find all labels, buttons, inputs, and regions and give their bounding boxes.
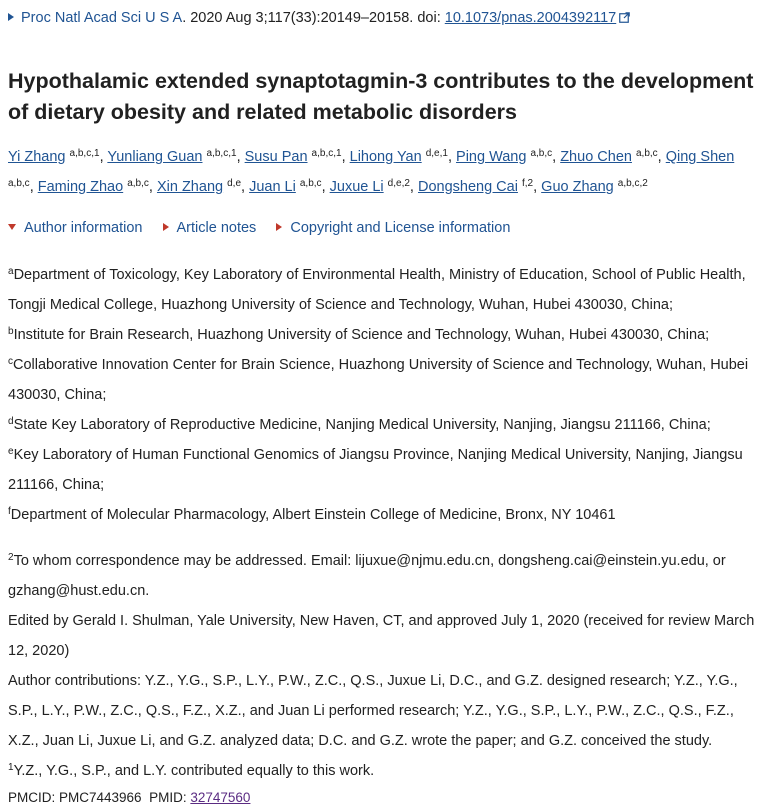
author-link[interactable]: Xin Zhang (156, 179, 224, 195)
affiliation-text: Department of Toxicology, Key Laboratory of Environmental Health, Ministry of Education, School of Public Health, Tongji Medical College, Huazhong University of Science and Technology, Wuhan, Hubei 430030, China; (8, 267, 746, 313)
author-link[interactable]: Yi Zhang (8, 149, 66, 165)
author-link[interactable]: Lihong Yan (349, 149, 422, 165)
copyright-toggle[interactable] (276, 220, 510, 236)
article-notes-label: Article notes (176, 220, 257, 236)
copyright-label: Copyright and License information (290, 220, 511, 236)
author-link[interactable]: Yunliang Guan (107, 149, 203, 165)
author-affiliation-sup: a,b,c (127, 178, 149, 189)
author-link[interactable]: Qing Shen (665, 149, 735, 165)
author-affiliation-sup: a,b,c,1 (311, 148, 342, 159)
doi-link[interactable]: 10.1073/pnas.2004392117 (444, 10, 617, 26)
author-link[interactable]: Susu Pan (244, 149, 308, 165)
author-information-label: Author information (24, 220, 143, 236)
author-affiliation-sup: a,b,c,2 (617, 178, 648, 189)
author-affiliation-sup: a,b,c (299, 178, 322, 189)
affiliation-text: State Key Laboratory of Reproductive Medicine, Nanjing Medical University, Nanjing, Jiangsu 211166, China; (13, 417, 711, 433)
author-affiliation-sup: a,b,c (635, 148, 658, 159)
edited-by-note: Edited by Gerald I. Shulman, Yale University, New Haven, CT, and approved July 1, 2020 (received for review March 12, 2020) (8, 613, 755, 659)
caret-right-icon (276, 223, 282, 231)
pmid-link[interactable]: 32747560 (190, 790, 251, 805)
equal-contribution-note (8, 756, 760, 786)
correspondence-text: To whom correspondence may be addressed. Email: lijuxue@njmu.edu.cn, dongsheng.cai@einstein.yu.edu, or gzhang@hust.edu.cn. (8, 553, 726, 599)
author-link[interactable]: Faming Zhao (37, 179, 124, 195)
affiliation-text: Department of Molecular Pharmacology, Albert Einstein College of Medicine, Bronx, NY 10461 (10, 507, 616, 523)
author-affiliation-sup: a,b,c (8, 178, 30, 189)
caret-right-icon (163, 223, 169, 231)
author-affiliation-sup: a,b,c,1 (206, 148, 237, 159)
caret-down-icon (8, 224, 16, 230)
affiliation-sup: a (8, 266, 14, 277)
article-ids (8, 790, 250, 805)
author-affiliation-sup: d,e,1 (425, 148, 448, 159)
affiliation-sup: f (8, 506, 11, 517)
affiliation-sup: c (8, 356, 13, 367)
author-affiliation-sup: f,2 (521, 178, 534, 189)
equal-contribution-sup: 1 (8, 762, 14, 773)
affiliation-sup: b (8, 326, 14, 337)
author-list: Yi Zhang $^{a,b,c,1}$, Yunliang Guan $^{a,b,c,1}$, Susu Pan $^{a,b,c,1}$, Lihong Yan $^{d,e,1}$, Ping Wang $^{a,b,c}$, Zhuo Chen $^{a,b,c}$, Qing Shen $^{a,b,c}$, Faming Zhao $^{a,b,c}$, Xin Zhang $^{d,e}$, Juan Li $^{a,b,c}$, Juxue Li $^{d,e,2}$, Dongsheng Cai $^{f,2}$, Guo Zhang $^{a,b,c,2}$ (8, 148, 735, 195)
affiliation-text: Institute for Brain Research, Huazhong University of Science and Technology, Wuhan, Hubei 430030, China; (13, 327, 710, 343)
author-information-toggle[interactable] (8, 220, 142, 236)
article-notes (8, 546, 760, 786)
author-link[interactable]: Juxue Li (329, 179, 384, 195)
author-affiliation-sup: d,e (227, 178, 242, 189)
correspondence-note (8, 546, 760, 606)
correspondence-sup: 2 (8, 552, 14, 563)
citation-details: . 2020 Aug 3;117(33):20149–20158. doi: (182, 10, 445, 26)
affiliation-text: Collaborative Innovation Center for Brain Science, Huazhong University of Science and Technology, Wuhan, Hubei 430030, China; (8, 357, 749, 403)
journal-link[interactable]: Proc Natl Acad Sci U S A (21, 10, 183, 26)
author-link[interactable]: Dongsheng Cai (417, 179, 518, 195)
external-link-icon (619, 11, 630, 27)
author-affiliation-sup: d,e,2 (387, 178, 410, 189)
author-link[interactable]: Guo Zhang (541, 179, 614, 195)
affiliation-sup: d (8, 416, 14, 427)
affiliation-item (8, 320, 760, 350)
affiliation-text: Key Laboratory of Human Functional Genomics of Jiangsu Province, Nanjing Medical University, Nanjing, Jiangsu 211166, China; (8, 447, 743, 493)
article-title: Hypothalamic extended synaptotagmin-3 contributes to the development of dietary obesity and related metabolic disorders (8, 69, 754, 124)
affiliation-item (8, 440, 760, 500)
equal-contribution-text: Y.Z., Y.G., S.P., and L.Y. contributed equally to this work. (13, 763, 375, 779)
author-affiliation-sup: a,b,c,1 (69, 148, 100, 159)
author-affiliation-sup: a,b,c (530, 148, 553, 159)
author-link[interactable]: Zhuo Chen (560, 149, 632, 165)
author-link[interactable]: Ping Wang (456, 149, 527, 165)
affiliation-sup: e (8, 446, 14, 457)
affiliation-item (8, 500, 760, 530)
citation-line (8, 10, 630, 27)
pmcid-label: PMCID: PMC7443966 (8, 790, 142, 805)
article-notes-toggle[interactable] (163, 220, 257, 236)
pmid-label: PMID: (149, 790, 187, 805)
affiliation-item (8, 260, 760, 320)
affiliation-item (8, 350, 760, 410)
affiliations-list (8, 260, 760, 530)
affiliation-item (8, 410, 760, 440)
info-links-bar (8, 220, 526, 236)
contributions-note: Author contributions: Y.Z., Y.G., S.P., L.Y., P.W., Z.C., Q.S., Juxue Li, D.C., and G.Z. designed research; Y.Z., Y.G., S.P., L.Y., P.W., Z.C., Q.S., F.Z., X.Z., and Juan Li performed research; Y.Z., Y.G., S.P., L.Y., P.W., Z.C., Q.S., F.Z., X.Z., Juan Li, Juxue Li, and G.Z. analyzed data; D.C. and G.Z. wrote the paper; and G.Z. conceived the study. (8, 673, 738, 749)
author-link[interactable]: Juan Li (249, 179, 296, 195)
expand-triangle-icon[interactable] (8, 13, 14, 21)
